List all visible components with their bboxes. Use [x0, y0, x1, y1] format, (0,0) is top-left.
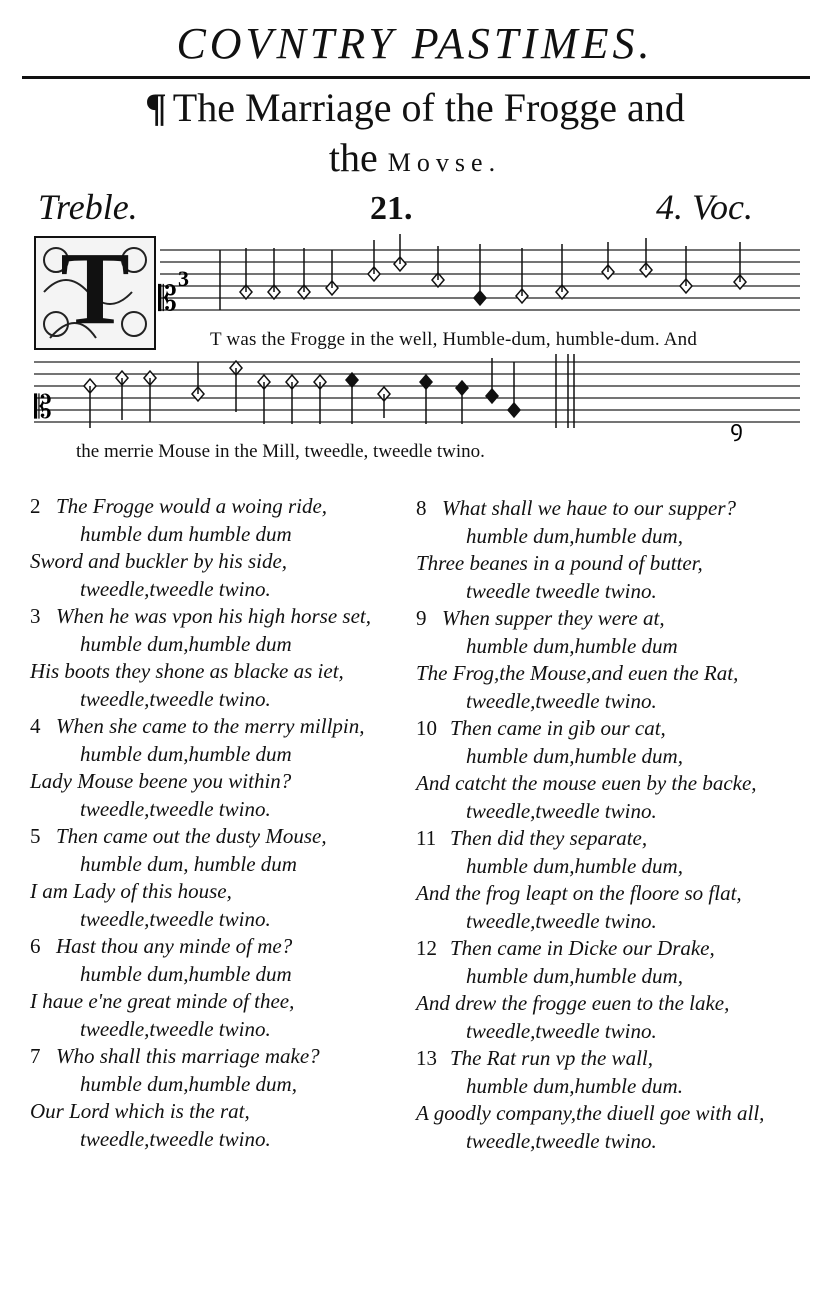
verse-line: tweedle,tweedle twino. [80, 576, 271, 601]
verse-line: Lady Mouse beene you within? [30, 769, 292, 793]
verse-number: 2 [30, 494, 41, 518]
verse-line: And drew the frogge euen to the lake, [416, 991, 730, 1015]
verse-line: humble dum,humble dum [80, 741, 292, 766]
song-title-text: The Marriage of the Frogge and [172, 85, 685, 130]
verse-line: What shall we haue to our supper? [442, 496, 736, 520]
verse-line: humble dum,humble dum, [466, 523, 683, 548]
verse-line: The Frog,the Mouse,and euen the Rat, [416, 661, 739, 685]
running-head: COVNTRY PASTIMES. [176, 19, 654, 68]
lyric-line-1: T was the Frogge in the well, Humble-dum, humble-dum. And [210, 329, 698, 350]
verse-line: Who shall this marriage make? [56, 1044, 320, 1068]
verse-line: tweedle,tweedle twino. [80, 1016, 271, 1041]
verse-line: I haue e'ne great minde of thee, [30, 989, 295, 1013]
verse-line: humble dum,humble dum, [466, 963, 683, 988]
verse-line: Then did they separate, [450, 826, 648, 850]
verse-line: The Frogge would a woing ride, [56, 494, 328, 518]
verse-line: tweedle tweedle twino. [466, 578, 657, 603]
verse-line: humble dum humble dum [80, 521, 292, 546]
verse-line: I am Lady of this house, [30, 879, 232, 903]
verse-number: 12 [416, 936, 437, 960]
verse-line: When she came to the merry millpin, [56, 714, 365, 738]
verse-number: 11 [416, 826, 437, 850]
verse-line: And the frog leapt on the floore so flat, [416, 881, 742, 905]
verse-line: humble dum,humble dum, [80, 1071, 297, 1096]
verse-line: tweedle,tweedle twino. [466, 1018, 657, 1043]
time-signature: 3 [178, 266, 189, 291]
verse-line: When he was vpon his high horse set, [56, 604, 371, 628]
verse-line: The Rat run vp the wall, [450, 1046, 653, 1070]
verse-line: humble dum,humble dum [466, 633, 678, 658]
verse-line: humble dum,humble dum [80, 631, 292, 656]
verse-number: 3 [30, 604, 41, 628]
verse-line: humble dum,humble dum. [466, 1073, 683, 1098]
verse-line: tweedle,tweedle twino. [80, 686, 271, 711]
verse-number: 5 [30, 824, 41, 848]
initial-letter: T [60, 231, 130, 346]
verse-line: humble dum,humble dum, [466, 743, 683, 768]
song-title-line-1 [0, 84, 830, 131]
song-number: 21. [370, 190, 413, 227]
verse-line: And catcht the mouse euen by the backe, [416, 771, 757, 795]
verse-line: A goodly company,the diuell goe with all, [416, 1101, 765, 1125]
lyric-line-2: the merrie Mouse in the Mill, tweedle, tweedle twino. [76, 441, 485, 462]
voice-count: 4. Voc. [656, 187, 753, 227]
verse-line: Hast thou any minde of me? [56, 934, 293, 958]
verse-number: 9 [416, 606, 427, 630]
song-title-line-2 [0, 134, 830, 181]
verse-line: tweedle,tweedle twino. [80, 1126, 271, 1151]
verse-line: Then came out the dusty Mouse, [56, 824, 327, 848]
verse-line: Our Lord which is the rat, [30, 1099, 250, 1123]
verse-number: 7 [30, 1044, 41, 1068]
song-title-prefix: the [328, 135, 378, 180]
verse-number: 13 [416, 1046, 437, 1070]
verse-line: Then came in Dicke our Drake, [450, 936, 715, 960]
verse-line: Three beanes in a pound of butter, [416, 551, 703, 575]
verse-number: 8 [416, 496, 427, 520]
staff-2 [34, 362, 800, 422]
notes-staff-2 [84, 354, 574, 428]
verse-line: Then came in gib our cat, [450, 716, 666, 740]
verse-line: humble dum,humble dum, [466, 853, 683, 878]
verse-line: tweedle,tweedle twino. [466, 798, 657, 823]
head-rule [22, 76, 810, 79]
clef-1: 𝄡 [158, 281, 177, 318]
pilcrow-mark: ¶ [145, 85, 167, 130]
verse-line: humble dum, humble dum [80, 851, 297, 876]
end-mark: ꝯ [730, 416, 743, 441]
clef-2: 𝄡 [34, 389, 52, 425]
song-title-name: Movse. [387, 148, 502, 177]
verse-number: 6 [30, 934, 41, 958]
verse-line: His boots they shone as blacke as iet, [30, 659, 344, 683]
verse-line: When supper they were at, [442, 606, 665, 630]
verse-line: tweedle,tweedle twino. [466, 1128, 657, 1153]
verse-number: 10 [416, 716, 437, 740]
verse-line: humble dum,humble dum [80, 961, 292, 986]
verse-line: tweedle,tweedle twino. [466, 688, 657, 713]
verse-line: Sword and buckler by his side, [30, 549, 288, 573]
voice-label: Treble. [38, 187, 138, 227]
verse-number: 4 [30, 714, 41, 738]
verse-line: tweedle,tweedle twino. [80, 796, 271, 821]
verse-line: tweedle,tweedle twino. [80, 906, 271, 931]
verse-line: tweedle,tweedle twino. [466, 908, 657, 933]
